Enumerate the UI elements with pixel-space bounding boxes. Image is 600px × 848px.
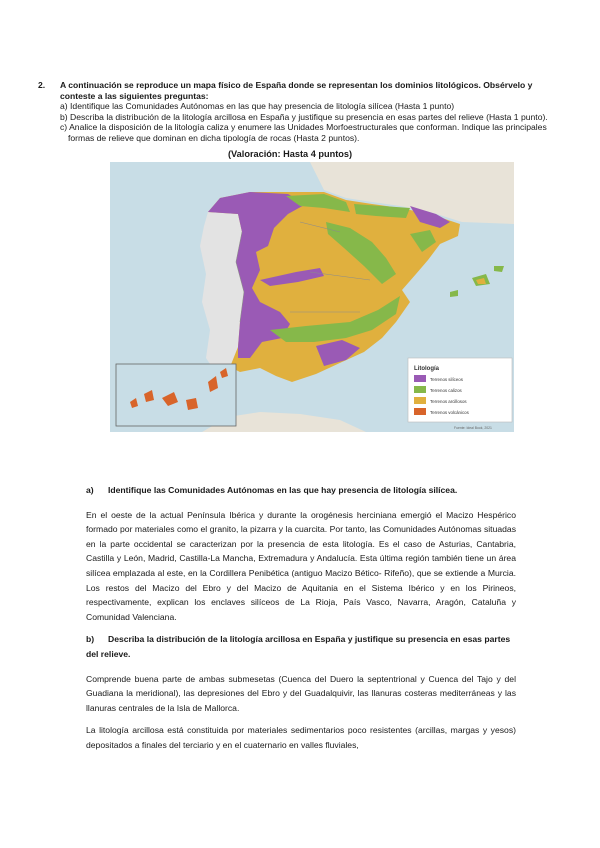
legend-label-lime: Terrenos calizos: [430, 388, 462, 393]
legend-label-clay: Terrenos arcillosos: [430, 399, 467, 404]
answer-b-paragraph-1: Comprende buena parte de ambas submesetas (Cuenca del Duero la septentrional y Cuenca del Tajo y del Guadiana la meridional), las depresiones del Ebro y del Guadalquivir, las llanuras costeras mediterráneas y las llanuras centrales de la Isla de Mallorca.: [86, 673, 516, 713]
answer-b-heading-text: Describa la distribución de la litología arcillosa en España y justifique su presencia en esas partes del relieve.: [86, 634, 511, 659]
legend-swatch-lime: [414, 386, 426, 393]
question-item-c-continued: formas de relieve que dominan en dicha tipología de rocas (Hasta 2 puntos).: [68, 132, 360, 143]
legend-title: Litología: [414, 366, 439, 372]
legend-label-silica: Terrenos silíceos: [430, 377, 463, 382]
answer-a-heading-text: Identifique las Comunidades Autónomas en las que hay presencia de litología silícea.: [108, 485, 458, 495]
legend-label-volcanic: Terrenos volcánicos: [430, 410, 469, 415]
answer-a-paragraph: En el oeste de la actual Península Ibérica y durante la orogénesis herciniana emergió el Macizo Hespérico formado por materiales como el granito, la pizarra y la cuarcita. Por tanto, las Comunidades Autónomas situadas en la parte occidental se caracterizan por la presencia de esta litología. Es el caso de Asturias, Cantabria, Castilla y León, Madrid, Castilla-La Mancha, Extremadura y Andalucía. Esta última región también tiene un área silícea emplazada al este, en la Cordillera Penibética (antiguo Macizo Bético- Rifeño), que se extiende a Murcia. Los restos del Macizo del Ebro y del Macizo de Aquitania en el Sistema Ibérico y en los Pirineos, respectivamente, explican los enclaves silíceos de La Rioja, País Vasco, Navarra, Aragón, Cataluña y Comunidad Valenciana.: [86, 509, 516, 622]
answer-b-paragraph-2: La litología arcillosa está constituida por materiales sedimentarios poco resistentes (arcillas, margas y yesos) depositados a finales del terciario y en el cuaternario en valles fluviales,: [86, 725, 516, 750]
question-item-a: a) Identifique las Comunidades Autónomas en las que hay presencia de litología silícea (Hasta 1 punto): [60, 101, 455, 112]
canary-island-4: [186, 398, 198, 410]
answer-b-heading: [86, 632, 516, 661]
legend-swatch-silica: [414, 375, 426, 382]
valuation-text: (Valoración: Hasta 4 puntos): [228, 149, 353, 159]
question-prompt: A continuación se reproduce un mapa físico de España donde se representan los dominios litológicos. Obsérvelo y conteste a las siguientes preguntas:: [60, 80, 533, 101]
lithology-map: [110, 162, 514, 432]
question-item-b: b) Describa la distribución de la litología arcillosa en España y justifique su presencia en esas partes del relieve (Hasta 1 punto).: [60, 111, 548, 122]
question-number: 2.: [38, 80, 46, 90]
map-source: Fuente: Ideal Book, 2021: [454, 426, 492, 430]
answer-a-heading: [86, 483, 516, 498]
question-item-c: c) Analice la disposición de la litología caliza y enumere las Unidades Morfoestructurales que conforman. Indique las principales: [60, 122, 547, 133]
question-text: [60, 80, 548, 144]
legend-swatch-volcanic: [414, 408, 426, 415]
answer-b-label: b): [86, 634, 95, 645]
answer-a-label: a): [86, 485, 94, 495]
legend-swatch-clay: [414, 397, 426, 404]
answers-section: [86, 483, 516, 761]
canary-inset: [116, 364, 236, 426]
